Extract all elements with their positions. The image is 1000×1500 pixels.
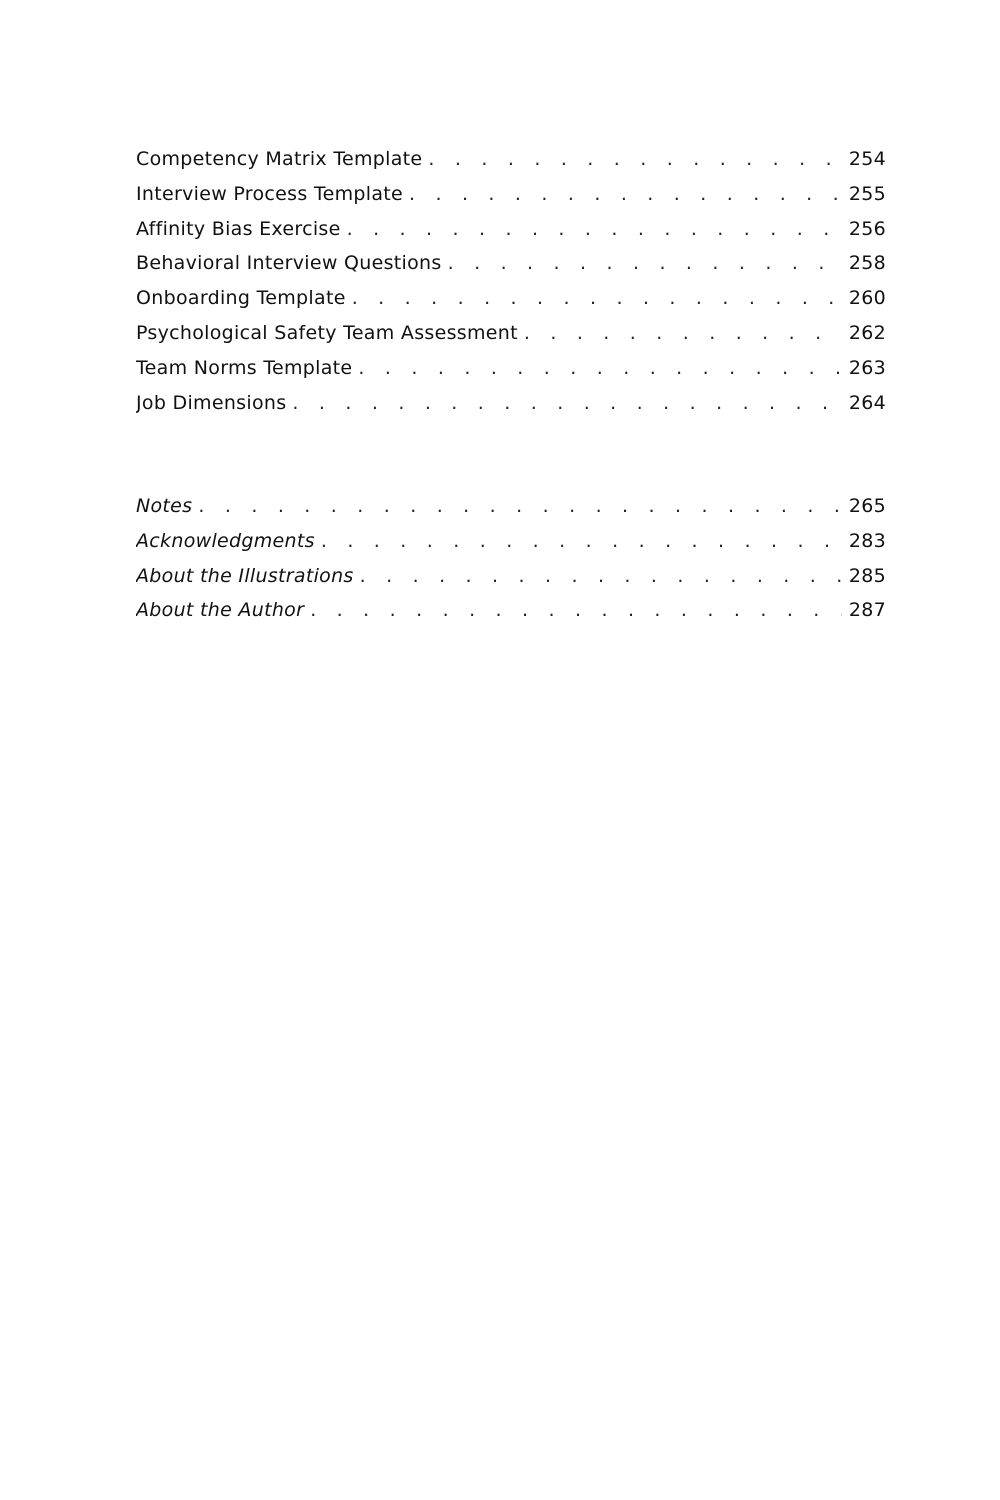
toc-entry[interactable] <box>136 599 886 634</box>
toc-entry-title: Notes <box>136 495 193 517</box>
toc-entry-page: 255 <box>848 182 886 205</box>
toc-entry-title: Affinity Bias Exercise <box>136 217 341 240</box>
toc-entry[interactable] <box>136 148 886 183</box>
toc-entry-title: About the Illustrations <box>136 564 354 587</box>
toc-entry[interactable] <box>136 357 886 392</box>
toc-entry[interactable] <box>136 218 886 253</box>
toc-entry[interactable] <box>136 287 886 322</box>
toc-entry-title: Psychological Safety Team Assessment <box>136 321 518 344</box>
toc-entry-page: 258 <box>848 252 886 275</box>
toc-entry[interactable] <box>136 530 886 565</box>
toc-entry-title: Competency Matrix Template <box>136 148 423 170</box>
toc-leader-dots <box>352 287 842 309</box>
toc-entry[interactable] <box>136 495 886 530</box>
toc-back-matter-list <box>136 495 886 634</box>
toc-entry-page: 285 <box>848 564 886 587</box>
toc-leader-dots <box>428 148 842 170</box>
toc-entry-page: 256 <box>848 217 886 240</box>
toc-entry-title: Acknowledgments <box>136 529 315 552</box>
toc-leader-dots <box>198 495 842 517</box>
toc-entry-page: 265 <box>848 495 886 517</box>
toc-leader-dots <box>358 357 842 379</box>
toc-entry[interactable] <box>136 252 886 287</box>
toc-entry-page: 283 <box>848 529 886 552</box>
toc-entry-page: 264 <box>848 391 886 414</box>
toc-main-list <box>136 148 886 426</box>
toc-leader-dots <box>360 565 842 587</box>
toc-entry[interactable] <box>136 322 886 357</box>
toc-entry[interactable] <box>136 183 886 218</box>
toc-entry-page: 260 <box>848 287 886 310</box>
toc-leader-dots <box>409 183 842 205</box>
toc-entry[interactable] <box>136 392 886 427</box>
toc-entry-title: Behavioral Interview Questions <box>136 252 442 275</box>
toc-leader-dots <box>524 322 842 344</box>
toc-leader-dots <box>310 599 842 621</box>
toc-leader-dots <box>321 530 842 552</box>
toc-leader-dots <box>292 392 842 414</box>
toc-entry-page: 287 <box>848 599 886 622</box>
toc-entry-title: Team Norms Template <box>136 356 353 379</box>
toc-entry-title: About the Author <box>136 599 305 622</box>
toc-entry-page: 263 <box>848 356 886 379</box>
toc-entry-title: Onboarding Template <box>136 287 346 310</box>
toc-leader-dots <box>448 252 842 274</box>
toc-entry[interactable] <box>136 565 886 600</box>
toc-entry-page: 254 <box>848 148 886 170</box>
toc-entry-title: Interview Process Template <box>136 182 403 205</box>
toc-leader-dots <box>347 218 842 240</box>
toc-entry-page: 262 <box>848 321 886 344</box>
toc-entry-title: Job Dimensions <box>136 391 287 414</box>
